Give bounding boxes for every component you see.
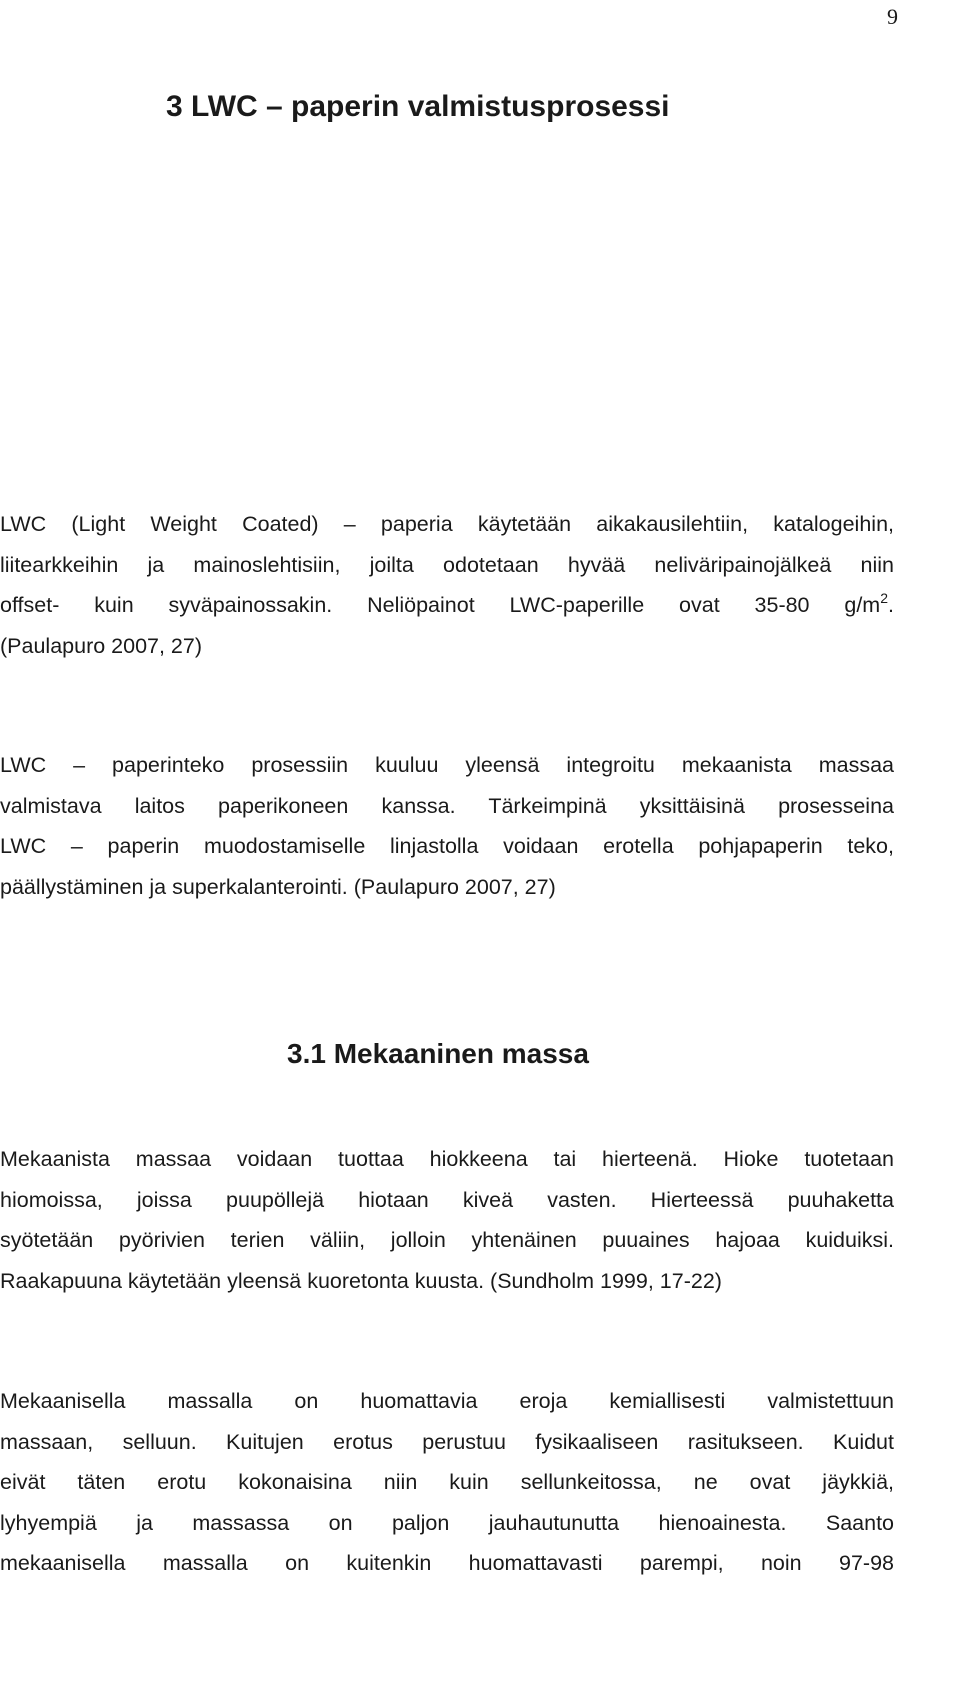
text-line: eivät täten erotu kokonaisina niin kuin sellunkeitossa, ne ovat jäykkiä, (0, 1470, 894, 1494)
text-line: Mekaanisella massalla on huomattavia eroja kemiallisesti valmistettuun (0, 1389, 894, 1413)
text-line: syötetään pyörivien terien väliin, jolloin yhtenäinen puuaines hajoaa kuiduiksi. (0, 1228, 894, 1252)
text-line: LWC – paperinteko prosessiin kuuluu yleensä integroitu mekaanista massaa (0, 753, 894, 777)
text-segment: . (888, 593, 894, 617)
chapter-heading: 3 LWC – paperin valmistusprosessi (166, 90, 670, 123)
text-line: mekaanisella massalla on kuitenkin huomattavasti parempi, noin 97-98 (0, 1551, 894, 1575)
text-line: hiomoissa, joissa puupöllejä hiotaan kiveä vasten. Hierteessä puuhaketta (0, 1187, 894, 1212)
text-line: LWC – paperin muodostamiselle linjastolla voidaan erotella pohjapaperin teko, (0, 834, 894, 858)
text-segment: offset- kuin syväpainossakin. Neliöpainot LWC-paperille ovat 35-80 g/m (0, 593, 881, 617)
text-line: päällystäminen ja superkalanterointi. (Paulapuro 2007, 27) (0, 874, 556, 899)
text-line: valmistava laitos paperikoneen kanssa. Tärkeimpinä yksittäisinä prosesseina (0, 793, 894, 818)
section-heading: 3.1 Mekaaninen massa (287, 1038, 589, 1069)
page-number: 9 (887, 4, 898, 29)
text-line: Raakapuuna käytetään yleensä kuoretonta kuusta. (Sundholm 1999, 17-22) (0, 1268, 722, 1293)
paragraph-differences (0, 1381, 894, 1584)
text-line: liitearkkeihin ja mainoslehtisiin, joilta odotetaan hyvää neliväripainojälkeä niin (0, 552, 894, 577)
paragraph-mechanical-pulp (0, 1139, 894, 1301)
text-line: Mekaanista massaa voidaan tuottaa hiokkeena tai hierteenä. Hioke tuotetaan (0, 1147, 894, 1171)
text-line: LWC (Light Weight Coated) – paperia käytetään aikakausilehtiin, katalogeihin, (0, 512, 894, 536)
paragraph-intro (0, 504, 894, 666)
text-line: (Paulapuro 2007, 27) (0, 633, 203, 658)
text-line (0, 585, 894, 626)
text-line: massaan, selluun. Kuitujen erotus perustuu fysikaaliseen rasitukseen. Kuidut (0, 1429, 894, 1454)
superscript: 2 (880, 590, 889, 606)
paragraph-process (0, 745, 894, 907)
text-line: lyhyempiä ja massassa on paljon jauhautunutta hienoainesta. Saanto (0, 1510, 894, 1535)
